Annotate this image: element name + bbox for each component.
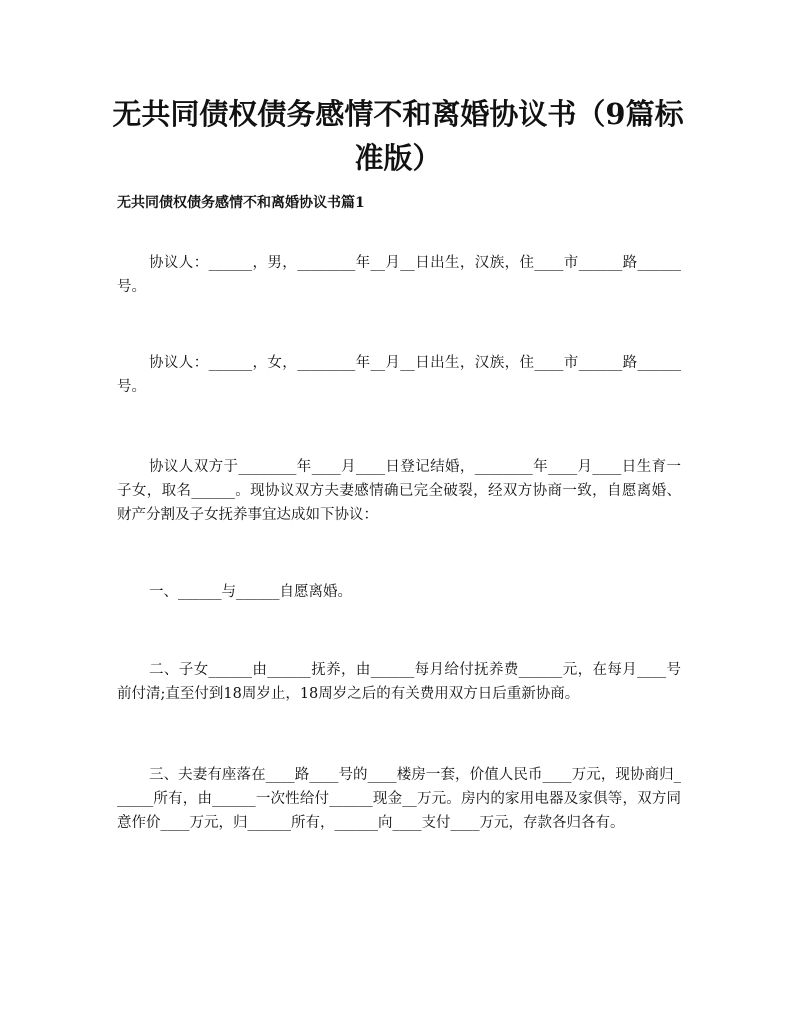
paragraph-clause-3: 三、夫妻有座落在____路____号的____楼房一套，价值人民币____万元，现协商归______所有，由______一次性给付______现金__万元。房内的家用电器及家俱等，双方同意作价____万元，归______所有，______向____支付____万元，存款各归各有。 <box>117 767 681 831</box>
paragraph-clause-2: 二、子女______由______抚养，由______每月给付抚养费______元，在每月____号前付清;直至付到18周岁止，18周岁之后的有关费用双方日后重新协商。 <box>117 662 681 702</box>
paragraph-party-female: 协议人：______，女，________年__月__日出生，汉族，住____市______路______号。 <box>117 355 681 395</box>
paragraph-clause-1: 一、______与______自愿离婚。 <box>149 584 352 600</box>
paragraph-marriage-info: 协议人双方于________年____月____日登记结婚，________年____月____日生育一子女，取名______。现协议双方夫妻感情确已完全破裂，经双方协商一致，自愿离婚、财产分割及子女抚养事宜达成如下协议： <box>117 459 681 523</box>
section-heading: 无共同债权债务感情不和离婚协议书篇1 <box>117 195 365 211</box>
document-title: 无共同债权债务感情不和离婚协议书（9篇标准版） <box>112 97 684 175</box>
paragraph-party-male: 协议人：______，男，________年__月__日出生，汉族，住____市______路______号。 <box>117 255 681 295</box>
